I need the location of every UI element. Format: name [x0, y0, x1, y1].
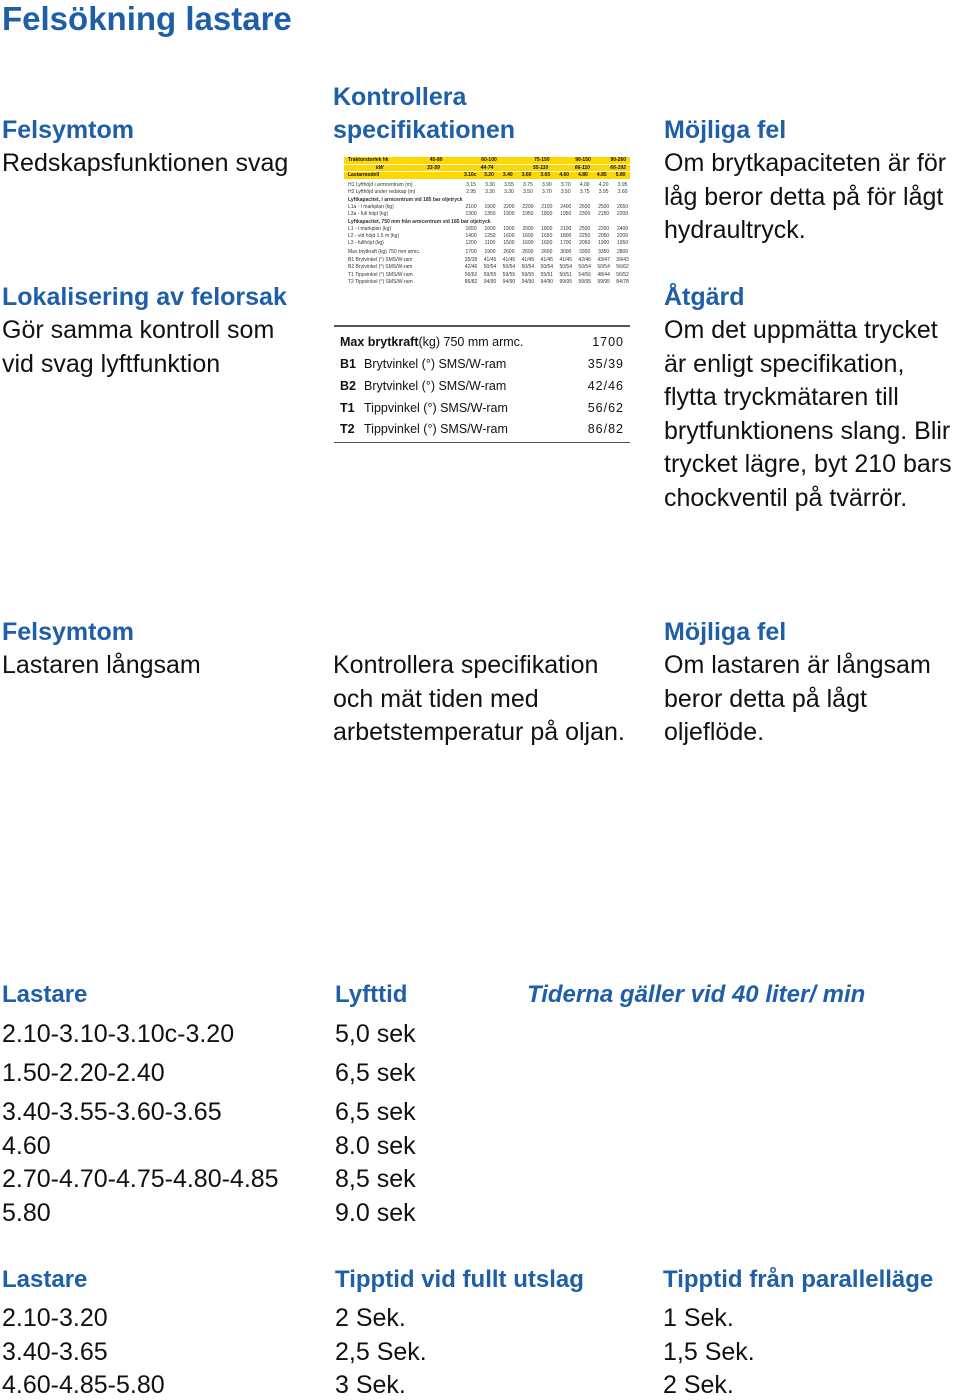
spec-row-label: L1 - i markplan (kg): [348, 226, 392, 232]
lift-time: 8,5 sek: [335, 1165, 416, 1193]
spec-header-group: 90-260: [610, 157, 627, 163]
spec-cell: 50/54: [559, 264, 572, 270]
tip-parallel: 1,5 Sek.: [663, 1338, 755, 1366]
spec-cell: 94/90: [540, 279, 554, 285]
tip-model: 2.10-3.20: [2, 1304, 108, 1332]
spec-row-label: T2 Tippvinkel (°) SMS/W-ram: [348, 279, 413, 285]
felsymtom2-heading: Felsymtom: [2, 618, 134, 646]
spec-model: 3.10c: [463, 172, 477, 178]
spec-cell: 3.90: [541, 182, 552, 188]
tip-model: 4.60-4.85-5.80: [2, 1371, 165, 1399]
spec-cell: 2200: [503, 204, 515, 210]
spec-cell: 3.75: [523, 182, 533, 188]
spec-row-label: H2 Lyfthöjd under redskap (m): [348, 189, 416, 195]
spec-cell: 3.15: [466, 182, 476, 188]
spec-cell: 2250: [579, 233, 591, 239]
spec-cell: 41/45: [559, 257, 572, 263]
spec-row: [348, 264, 632, 270]
spec-cell: 1900: [598, 240, 610, 246]
max-key: B2: [340, 379, 356, 393]
spec-cell: 42/46: [464, 264, 478, 270]
lift-model: 1.50-2.20-2.40: [2, 1059, 165, 1087]
spec-cell: 94/90: [521, 279, 535, 285]
spec-cell: 1600: [541, 240, 553, 246]
mojliga-fel-text: Om brytkapaciteten är för låg beror detta på för lågt hydraultryck.: [664, 149, 947, 244]
spec-model: 3.40: [502, 172, 513, 178]
spec-cell: 1400: [465, 233, 477, 239]
spec-header-row: [344, 157, 630, 164]
spec-row: [348, 257, 632, 263]
spec-row: [348, 279, 632, 285]
lift-table-h3: Tiderna gäller vid 40 liter/ min: [527, 981, 866, 1008]
lift-time: 9.0 sek: [335, 1199, 416, 1227]
spec-cell: 50/51: [559, 272, 572, 278]
tip-full: 2,5 Sek.: [335, 1338, 427, 1366]
spec-cell: 84/78: [616, 279, 629, 285]
spec-cell: 1200: [465, 240, 477, 246]
spec-cell: 55/51: [540, 272, 554, 278]
mojliga-fel-heading: Möjliga fel: [664, 116, 787, 144]
spec-cell: 1950: [522, 211, 534, 217]
spec-row: [348, 211, 632, 217]
spec-cell: 1650: [465, 226, 477, 232]
spec-cell: 99/95: [578, 279, 591, 285]
spec-cell: 3.55: [504, 182, 514, 188]
spec-cell: 1700: [560, 240, 572, 246]
spec-cell: 50/54: [502, 264, 516, 270]
spec-cell: 1900: [503, 211, 515, 217]
spec-cell: 50/54: [578, 264, 591, 270]
max-value: 86/82: [587, 422, 624, 436]
spec-cell: 2200: [617, 233, 629, 239]
spec-row-label: Lyftkapacitet, 750 mm från armcentrum vid 185 bar oljetryck: [348, 219, 491, 225]
tip-full: 3 Sek.: [335, 1371, 406, 1399]
spec-model-label: Lastarmodell: [348, 172, 380, 178]
spec-cell: 2.95: [466, 189, 476, 195]
spec-row-label: Max brytkraft (kg) 750 mm armc.: [348, 249, 421, 255]
tip-parallel: 1 Sek.: [663, 1304, 734, 1332]
spec-header-group: 90-150: [575, 157, 591, 163]
spec-cell: 1950: [560, 211, 572, 217]
lift-time: 6,5 sek: [335, 1059, 416, 1087]
max-key: B1: [340, 357, 356, 371]
spec-cell: 59/55: [483, 272, 497, 278]
felsymtom2-text: Lastaren långsam: [2, 651, 201, 679]
spec-model: 4.60: [559, 172, 570, 178]
spec-cell: 1800: [541, 226, 553, 232]
lift-model: 5.80: [2, 1199, 51, 1227]
spec-cell: 48/44: [597, 272, 610, 278]
atgard-heading: Åtgärd: [664, 283, 745, 311]
spec-kw-group: 66-110: [574, 165, 590, 171]
spec-cell: 2400: [560, 204, 572, 210]
spec-cell: 2100: [541, 204, 553, 210]
spec-cell: 3.70: [560, 182, 571, 188]
spec-cell: 41/45: [540, 257, 554, 263]
spec-row-label: L3a - full höjd (kg): [348, 211, 389, 217]
lift-model: 4.60: [2, 1132, 51, 1160]
spec-cell: 3.95: [617, 182, 628, 188]
spec-cell: 1800: [560, 233, 572, 239]
spec-kw-group: 55-110: [533, 165, 549, 171]
spec-row: [348, 249, 632, 255]
lift-time: 5,0 sek: [335, 1020, 416, 1048]
spec-cell: 1500: [503, 240, 515, 246]
spec-cell: 86/82: [464, 279, 478, 285]
spec-cell: 1600: [503, 233, 515, 239]
spec-cell: 2100: [560, 226, 572, 232]
spec-cell: 2200: [617, 211, 629, 217]
max-row: [340, 354, 624, 374]
spec-cell: 3.60: [617, 189, 628, 195]
spec-model: 4.80: [578, 172, 588, 178]
spec-row-label: L1a - i markplan (kg): [348, 204, 394, 210]
lift-table-h2: Lyfttid: [335, 981, 408, 1008]
spec-row: [348, 226, 632, 232]
spec-cell: 1350: [484, 211, 496, 217]
spec-cell: 50/54: [521, 264, 535, 270]
spec-row: [348, 182, 632, 188]
spec-cell: 56/62: [616, 264, 629, 270]
tip-table-h3: Tipptid från parallelläge: [663, 1266, 934, 1293]
spec-cell: 2050: [579, 240, 591, 246]
spec-cell: 2650: [617, 204, 629, 210]
spec-row-label: T1 Tippvinkel (°) SMS/W-ram: [348, 272, 413, 278]
lift-model: 2.10-3.10-3.10c-3.20: [2, 1020, 235, 1048]
spec-cell: 2050: [598, 233, 610, 239]
spec-cell: 1600: [522, 240, 534, 246]
lokalisering-heading: Lokalisering av felorsak: [2, 283, 287, 311]
kontrollera2-text: Kontrollera specifikation och mät tiden med arbetstemperatur på oljan.: [333, 651, 625, 746]
max-value: 1700: [592, 335, 624, 349]
lift-model: 3.40-3.55-3.60-3.65: [2, 1098, 222, 1126]
tip-full: 2 Sek.: [335, 1304, 406, 1332]
spec-cell: 2600: [579, 204, 591, 210]
max-label-bold: Max brytkraft: [340, 335, 419, 349]
spec-cell: 39/43: [616, 257, 629, 263]
spec-cell: 41/45: [502, 257, 516, 263]
spec-header-group: 60-100: [481, 157, 497, 163]
spec-cell: 3000: [560, 249, 572, 255]
max-key: T1: [340, 401, 355, 415]
spec-cell: 43/47: [597, 257, 610, 263]
spec-cell: 54/56: [578, 272, 591, 278]
spec-cell: 35/39: [464, 257, 478, 263]
felsymtom-heading: Felsymtom: [2, 116, 134, 144]
spec-kw-label: kW: [376, 165, 384, 171]
mojliga-fel2-text: Om lastaren är långsam beror detta på lågt oljeflöde.: [664, 651, 931, 746]
spec-cell: 41/45: [483, 257, 497, 263]
max-row: [340, 332, 624, 352]
mojliga-fel2-heading: Möjliga fel: [664, 618, 787, 646]
kontrollera-heading-line1: Kontrollera: [333, 83, 467, 111]
spec-cell: 2600: [522, 249, 534, 255]
spec-cell: 4.20: [598, 182, 609, 188]
max-row: [340, 419, 624, 439]
spec-kw-group: 33-59: [426, 165, 440, 171]
max-label: Tippvinkel (°) SMS/W-ram: [364, 422, 508, 436]
spec-row: [348, 272, 632, 278]
spec-cell: 3.70: [541, 189, 552, 195]
spec-kw-row: [344, 165, 630, 171]
spec-cell: 4.00: [579, 182, 590, 188]
spec-cell: 94/90: [502, 279, 516, 285]
spec-cell: 1800: [541, 211, 553, 217]
felsymtom-text: Redskapsfunktionen svag: [2, 149, 289, 177]
max-value: 56/62: [587, 401, 624, 415]
spec-cell: 99/95: [559, 279, 572, 285]
spec-row: [348, 189, 632, 195]
spec-model: 3.20: [484, 172, 494, 178]
spec-cell: 2200: [598, 226, 610, 232]
spec-cell: 1900: [484, 249, 496, 255]
spec-cell: 3.30: [485, 182, 495, 188]
tip-table-h1: Lastare: [2, 1266, 88, 1293]
spec-row-label: L2 - vid höjd 1.5 m (kg): [348, 233, 400, 239]
spec-cell: 2600: [503, 249, 515, 255]
spec-cell: 1300: [465, 211, 477, 217]
tip-table-h2: Tipptid vid fullt utslag: [335, 1266, 584, 1293]
max-label: Brytvinkel (°) SMS/W-ram: [364, 357, 507, 371]
spec-header-label: Traktorstorlek hk: [348, 157, 389, 163]
spec-cell: 3350: [598, 249, 610, 255]
spec-cell: 1900: [484, 204, 496, 210]
max-value: 42/46: [587, 379, 624, 393]
spec-cell: 3.50: [523, 189, 533, 195]
max-label: (kg) 750 mm armc.: [418, 335, 524, 349]
tip-model: 3.40-3.65: [2, 1338, 108, 1366]
spec-row-label: B1 Brytvinkel (°) SMS/W-ram: [348, 257, 413, 263]
spec-cell: 1600: [522, 233, 534, 239]
spec-cell: 56/62: [464, 272, 478, 278]
spec-cell: 2800: [617, 249, 629, 255]
spec-cell: 94/90: [483, 279, 497, 285]
spec-cell: 50/54: [597, 264, 610, 270]
spec-cell: 1600: [484, 226, 496, 232]
spec-cell: 1650: [541, 233, 553, 239]
spec-cell: 59/55: [502, 272, 516, 278]
spec-row: [348, 240, 632, 246]
spec-cell: 1100: [484, 240, 496, 246]
spec-cell: 3.95: [598, 189, 609, 195]
spec-cell: 56/52: [616, 272, 629, 278]
spec-cell: 2300: [579, 211, 591, 217]
lift-model: 2.70-4.70-4.75-4.80-4.85: [2, 1165, 279, 1193]
spec-cell: 2600: [541, 249, 553, 255]
spec-header-group: 45-80: [429, 157, 443, 163]
spec-cell: 1700: [465, 249, 477, 255]
lift-table-h1: Lastare: [2, 981, 88, 1008]
spec-row: [348, 219, 632, 225]
spec-kw-group: 44-74: [480, 165, 494, 171]
spec-cell: 2500: [598, 204, 610, 210]
spec-cell: 3.30: [504, 189, 514, 195]
spec-row: [348, 204, 632, 210]
tip-parallel: 2 Sek.: [663, 1371, 734, 1399]
spec-model: 3.65: [540, 172, 551, 178]
spec-cell: 42/46: [578, 257, 591, 263]
max-row: [340, 376, 624, 396]
spec-cell: 3.75: [579, 189, 590, 195]
spec-cell: 1950: [617, 240, 629, 246]
spec-row-label: H1 Lyfthöjd i armcentrum (m): [348, 182, 413, 188]
max-brytkraft-box: [334, 325, 630, 443]
max-row: [340, 398, 624, 418]
page-title: Felsökning lastare: [2, 0, 292, 37]
spec-cell: 3300: [579, 249, 591, 255]
lokalisering-text: Gör samma kontroll som vid svag lyftfunktion: [2, 316, 275, 378]
spec-cell: 50/54: [483, 264, 497, 270]
spec-row-label: Lyftkapacitet, i armcentrum vid 185 bar oljetryck: [348, 197, 463, 203]
spec-model: 3.60: [521, 172, 532, 178]
atgard-text: Om det uppmätta trycket är enligt specifikation, flytta tryckmätaren till brytfunktionens slang. Blir trycket lägre, byt 210 bars chockventil på tvärrör.: [664, 316, 952, 512]
spec-cell: 50/54: [540, 264, 554, 270]
spec-cell: 3.30: [485, 189, 495, 195]
spec-kw-group: 66-192: [610, 165, 626, 171]
spec-cell: 59/55: [521, 272, 535, 278]
spec-cell: 1900: [503, 226, 515, 232]
spec-cell: 99/95: [597, 279, 610, 285]
spec-cell: 3.50: [560, 189, 571, 195]
spec-model: 5.80: [615, 172, 626, 178]
spec-table: [334, 154, 630, 286]
lift-time: 8.0 sek: [335, 1132, 416, 1160]
spec-cell: 41/45: [521, 257, 535, 263]
spec-cell: 2400: [617, 226, 629, 232]
lift-time: 6,5 sek: [335, 1098, 416, 1126]
spec-cell: 2500: [579, 226, 591, 232]
max-label: Brytvinkel (°) SMS/W-ram: [364, 379, 507, 393]
spec-header-group: 75-150: [534, 157, 550, 163]
max-label: Tippvinkel (°) SMS/W-ram: [364, 401, 508, 415]
spec-cell: 1250: [484, 233, 496, 239]
max-key: T2: [340, 422, 355, 436]
spec-cell: 2100: [465, 204, 477, 210]
spec-cell: 2150: [598, 211, 610, 217]
spec-row: [348, 233, 632, 239]
spec-cell: 2000: [522, 226, 534, 232]
kontrollera-heading-line2: specifikationen: [333, 116, 515, 144]
max-value: 35/39: [587, 357, 624, 371]
spec-cell: 2200: [522, 204, 534, 210]
spec-model: 4.85: [596, 172, 607, 178]
spec-row-label: L3 - fullhöjd (kg): [348, 240, 384, 246]
spec-row: [348, 197, 632, 203]
spec-model-row: [344, 172, 630, 179]
spec-row-label: B2 Brytvinkel (°) SMS/W-ram: [348, 264, 413, 270]
